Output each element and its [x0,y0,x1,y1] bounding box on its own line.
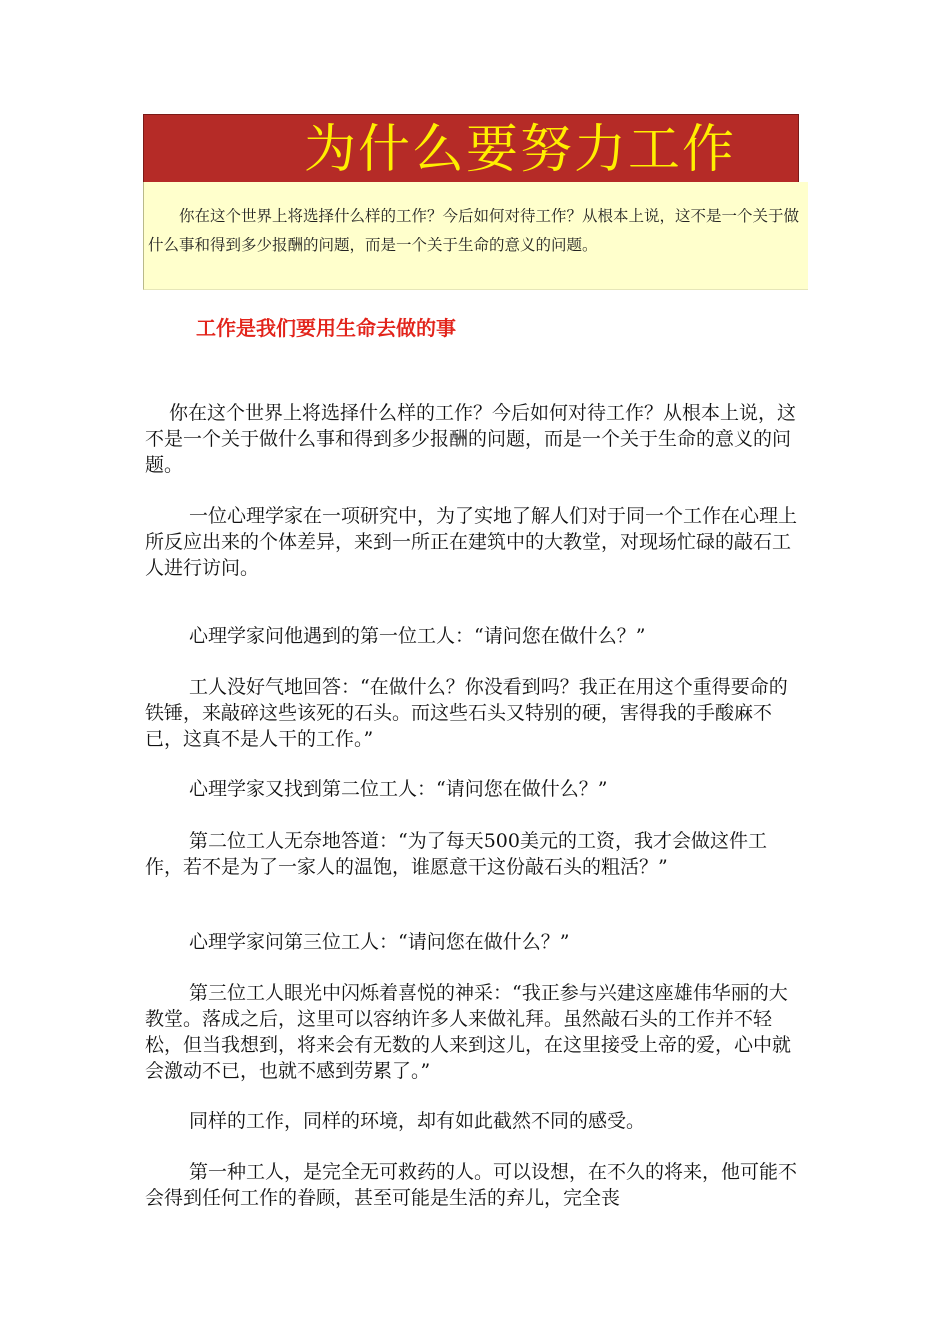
paragraph-text: 工人没好气地回答：“在做什么？你没看到吗？我正在用这个重得要命的铁锤，来敲碎这些该死的石头。而这些石头又特别的硬，害得我的手酸麻不已，这真不是人干的工作。” [145,676,788,750]
paragraph-text: 第三位工人眼光中闪烁着喜悦的神采：“我正参与兴建这座雄伟华丽的大教堂。落成之后，这里可以容纳许多人来做礼拜。虽然敲石头的工作并不轻松，但当我想到，将来会有无数的人来到这儿，在这里接受上帝的爱，心中就会激动不已，也就不感到劳累了。” [145,982,792,1082]
paragraph-4 [145,674,800,752]
title-banner [143,114,799,182]
paragraph-1 [145,400,800,478]
section-title: 工作是我们要用生命去做的事 [196,316,456,340]
paragraph-2 [145,503,800,581]
paragraph-text: 心理学家又找到第二位工人：“请问您在做什么？” [189,778,608,800]
paragraph-text: 心理学家问他遇到的第一位工人：“请问您在做什么？” [189,625,646,647]
paragraph-10 [145,1159,800,1211]
paragraph-text: 一位心理学家在一项研究中，为了实地了解人们对于同一个工作在心理上所反应出来的个体差异，来到一所正在建筑中的大教堂，对现场忙碌的敲石工人进行访问。 [145,505,798,579]
paragraph-text: 同样的工作，同样的环境，却有如此截然不同的感受。 [189,1110,646,1132]
paragraph-text: 你在这个世界上将选择什么样的工作？今后如何对待工作？从根本上说，这不是一个关于做什么事和得到多少报酬的问题，而是一个关于生命的意义的问题。 [145,402,797,476]
paragraph-3 [145,623,800,649]
document-title: 为什么要努力工作 [304,120,737,180]
paragraph-7 [145,929,800,955]
paragraph-6 [145,828,800,880]
summary-box: 你在这个世界上将选择什么样的工作？今后如何对待工作？从根本上说，这不是一个关于做什么事和得到多少报酬的问题，而是一个关于生命的意义的问题。 [143,182,808,290]
paragraph-5 [145,776,800,802]
paragraph-9 [145,1108,800,1134]
paragraph-text: 第一种工人，是完全无可救药的人。可以设想，在不久的将来，他可能不会得到任何工作的眷顾，甚至可能是生活的弃儿，完全丧 [145,1161,798,1209]
paragraph-text: 第二位工人无奈地答道：“为了每天500美元的工资，我才会做这件工作，若不是为了一家人的温饱，谁愿意干这份敲石头的粗活？” [145,830,767,878]
paragraph-text: 心理学家问第三位工人：“请问您在做什么？” [189,931,570,953]
paragraph-8 [145,980,800,1084]
